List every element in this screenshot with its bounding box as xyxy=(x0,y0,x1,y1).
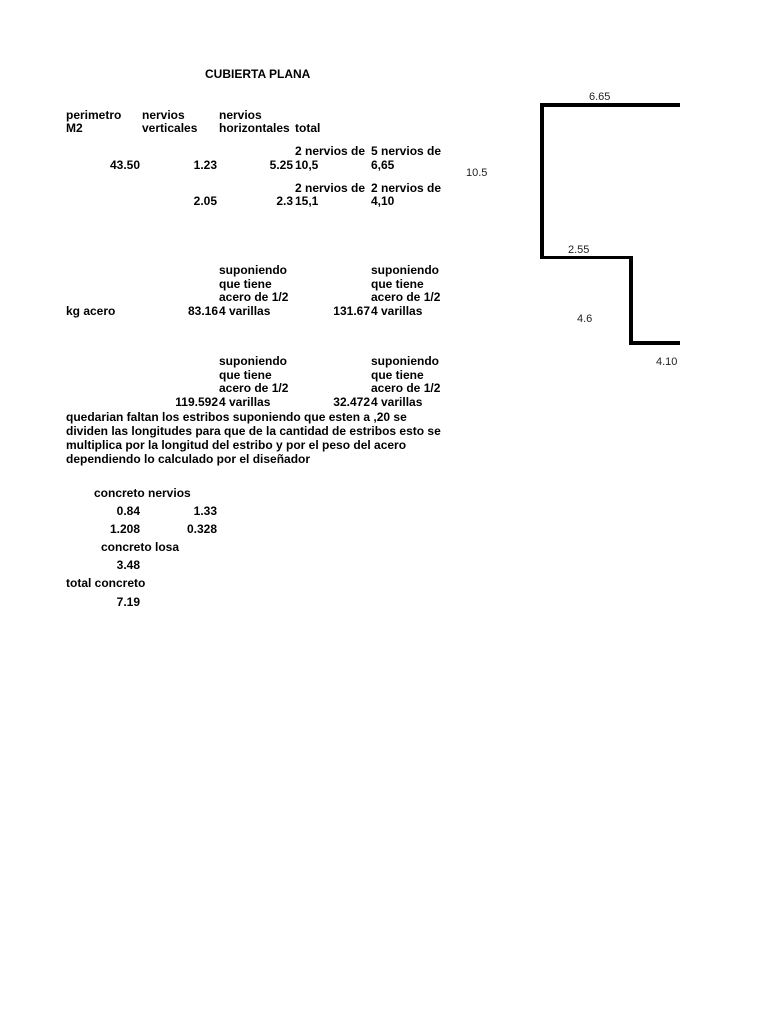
note-line-1: quedarian faltan los estribos suponiendo que esten a ,20 se xyxy=(66,410,407,424)
acero1-value-b: 131.67 xyxy=(333,304,370,318)
row2-note-a2: 15,1 xyxy=(295,194,319,208)
diagram-label-top: 6.65 xyxy=(589,91,611,103)
header-m2: M2 xyxy=(66,121,83,135)
row1-note-b2: 6,65 xyxy=(371,158,395,172)
header-nervios-h1: nervios xyxy=(219,108,262,122)
acero2-value-a: 119.592 xyxy=(175,395,218,409)
concreto-nervios-label: concreto nervios xyxy=(94,486,191,500)
diagram-label-left: 10.5 xyxy=(466,167,488,179)
note-line-3: multiplica por la longitud del estribo y por el peso del acero xyxy=(66,438,407,452)
acero2-sup-a2: que tiene xyxy=(219,368,272,382)
acero1-sup-a3: acero de 1/2 xyxy=(219,290,289,304)
acero2-sup-b4: 4 varillas xyxy=(371,395,423,409)
row1-note-a1: 2 nervios de xyxy=(295,144,366,158)
row2-note-b1: 2 nervios de xyxy=(371,181,442,195)
header-nervios-v2: verticales xyxy=(142,121,198,135)
header-nervios-h2: horizontales xyxy=(219,121,290,135)
concreto-losa-label: concreto losa xyxy=(101,540,180,554)
acero2-value-b: 32.472 xyxy=(333,395,370,409)
acero1-label: kg acero xyxy=(66,304,116,318)
row1-note-a2: 10,5 xyxy=(295,158,319,172)
concreto-losa-value: 3.48 xyxy=(116,558,140,572)
row2-horizontales: 2.3 xyxy=(276,194,293,208)
plan-diagram xyxy=(0,0,680,380)
header-perimetro: perimetro xyxy=(66,108,122,122)
row1-perimetro: 43.50 xyxy=(109,158,140,172)
concreto-n2: 1.33 xyxy=(193,504,217,518)
header-total: total xyxy=(295,121,321,135)
concreto-n4: 0.328 xyxy=(186,522,217,536)
acero2-sup-a4: 4 varillas xyxy=(219,395,271,409)
acero1-value-a: 83.16 xyxy=(187,304,218,318)
acero1-sup-b2: que tiene xyxy=(371,277,424,291)
acero2-sup-b1: suponiendo xyxy=(371,354,439,368)
total-concreto-label: total concreto xyxy=(66,576,146,590)
row2-note-b2: 4,10 xyxy=(371,194,395,208)
row1-note-b1: 5 nervios de xyxy=(371,144,442,158)
diagram-bottom-line xyxy=(629,341,680,345)
note-line-2: dividen las longitudes para que de la cantidad de estribos esto se xyxy=(66,424,441,438)
acero1-sup-b4: 4 varillas xyxy=(371,304,423,318)
acero2-sup-b3: acero de 1/2 xyxy=(371,381,441,395)
diagram-label-middle: 2.55 xyxy=(568,244,590,256)
page-title: CUBIERTA PLANA xyxy=(205,67,311,81)
row2-note-a1: 2 nervios de xyxy=(295,181,366,195)
acero1-sup-b1: suponiendo xyxy=(371,263,439,277)
acero2-sup-b2: que tiene xyxy=(371,368,424,382)
acero1-sup-a1: suponiendo xyxy=(219,263,287,277)
diagram-label-bottom: 4.10 xyxy=(656,356,678,368)
acero2-sup-a3: acero de 1/2 xyxy=(219,381,289,395)
concreto-n3: 1.208 xyxy=(109,522,140,536)
note-line-4: dependiendo lo calculado por el diseñador xyxy=(66,452,311,466)
row1-horizontales: 5.25 xyxy=(269,158,293,172)
acero2-sup-a1: suponiendo xyxy=(219,354,287,368)
acero1-sup-b3: acero de 1/2 xyxy=(371,290,441,304)
row1-verticales: 1.23 xyxy=(193,158,217,172)
diagram-left-line xyxy=(540,103,544,259)
acero1-sup-a4: 4 varillas xyxy=(219,304,271,318)
header-nervios-v1: nervios xyxy=(142,108,185,122)
row2-verticales: 2.05 xyxy=(193,194,217,208)
acero1-sup-a2: que tiene xyxy=(219,277,272,291)
diagram-inner-line xyxy=(629,256,633,344)
diagram-label-inner: 4.6 xyxy=(577,313,593,325)
total-concreto-value: 7.19 xyxy=(116,595,140,609)
concreto-n1: 0.84 xyxy=(116,504,140,518)
